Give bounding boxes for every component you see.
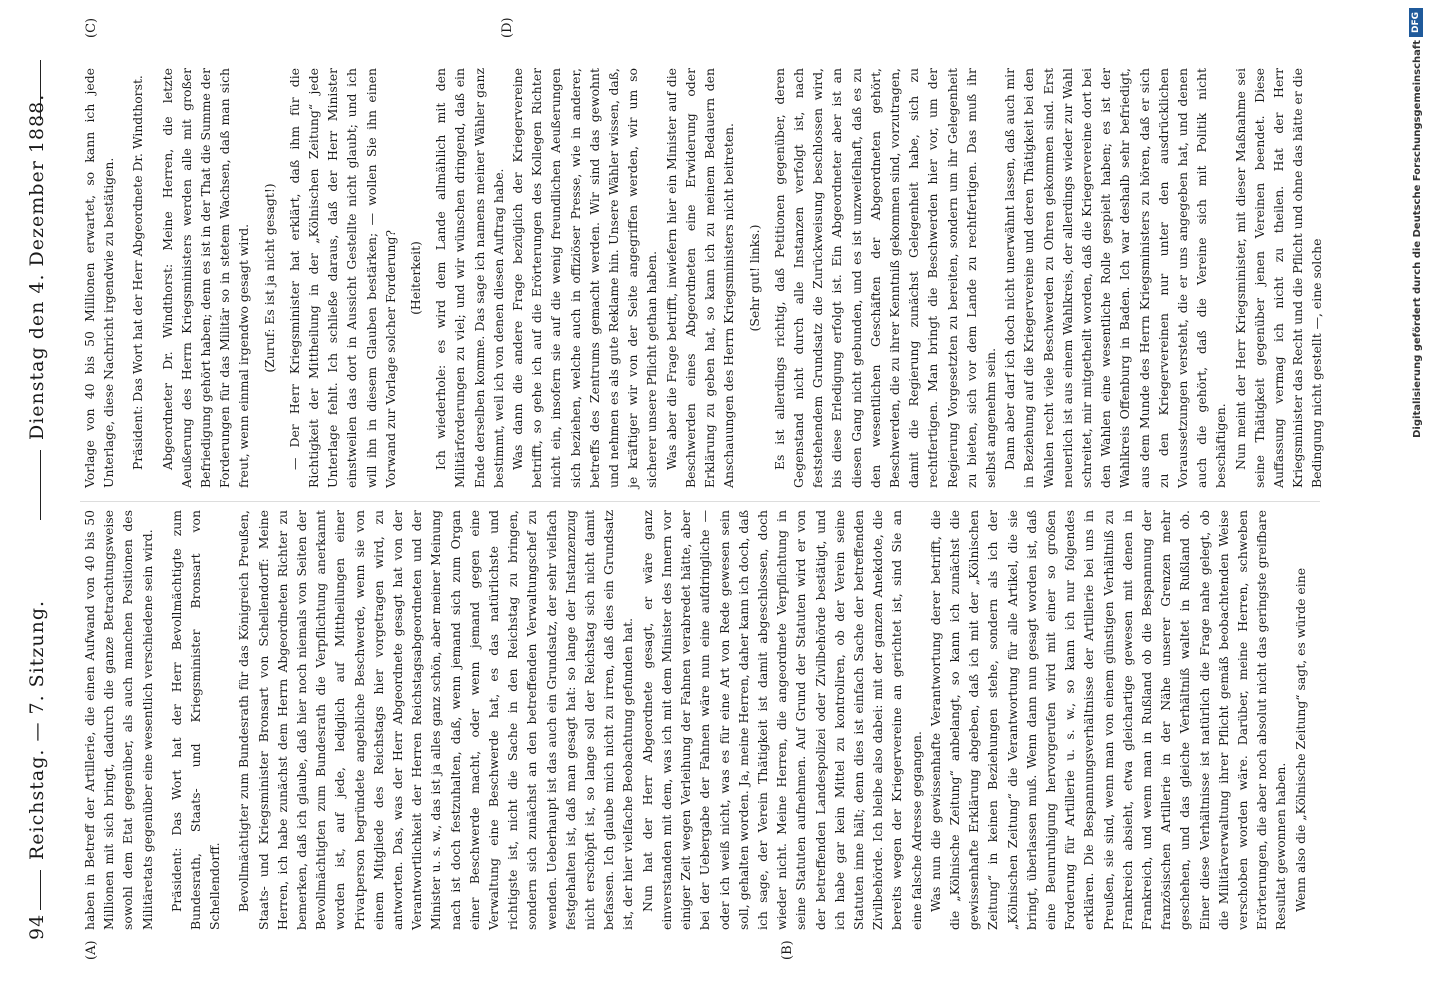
paragraph: Bevollmächtigter zum Bundesrath für das Königreich Preußen, Staats- und Kriegsminister Bronsart von Schellendorff: Meine Herren, ich habe zunächst dem Herrn Abgeordneten Richter zu bemerken, daß ich glaube, daß hier noch niemals von Seiten der Bevollmächtigten zum Bundesrath die Verpflichtung anerkannt worden ist, auf jede, lediglich auf Mittheilungen einer Privatperson begründete angebliche Beschwerde, wenn sie von einem Mitgliede des Reichstags hier vorgetragen wird, zu antworten. Das, was der Herr Abgeordnete gesagt hat von der Verantwortlichkeit der Herren Reichstagsabgeordneten und der Minister u. s. w., das ist ja alles ganz schön, aber meiner Meinung nach ist doch festzuhalten, daß, wenn jemand sich zum Organ einer Beschwerde macht, oder wenn jemand gegen eine Verwaltung eine Beschwerde hat, es das natürlichste und richtigste ist, nicht die Sache in den Reichstag zu bringen, sondern sich zunächst an den betreffenden Verwaltungschef zu wenden. Ueberhaupt ist das auch ein Grundsatz, der sehr vielfach festgehalten ist, daß man gesagt hat: so lange der Instanzenzug nicht erschöpft ist, so lange soll der Reichstag sich nicht damit befassen. Ich glaube mich nicht zu irren, daß dies ein Grundsatz ist, der hier vielfache Beobachtung gefunden hat. xyxy=(236,510,636,930)
page-number: 94 xyxy=(26,913,48,940)
header-left-title: Reichstag. — 7. Sitzung. xyxy=(26,599,48,860)
paragraph: — Der Herr Kriegsminister hat erklärt, daß ihm für die Richtigkeit der Mittheilung in der „Kölnischen Zeitung“ jede Unterlage fehlt. Ich schließe daraus, daß der Herr Minister einstweilen das dort in Aussicht Gestellte nicht glaubt; und ich will ihn in diesem Glauben bestärken; — wollen Sie ihn einen Vorwand zur Vorlage solcher Forderung? xyxy=(286,68,398,488)
paragraph: Was dann die andere Frage bezüglich der Kriegervereine betrifft, so gehe ich auf die Erörterungen des Kollegen Richter nicht ein, insofern sie auf die wenig freundlichen Aeußerungen sich beziehen, welche auch in offiziöser Presse, wie in anderer, betreffs des Zentrums gemacht werden. Wir sind das gewohnt und nehmen es als gute Reklame hin. Unsere Wähler wissen, daß, je kräftiger wir von der Seite angegriffen werden, wir um so sicherer unsere Pflicht gethan haben. xyxy=(510,68,660,488)
paragraph: Nun meint der Herr Kriegsminister, mit dieser Maßnahme sei seine Thätigkeit gegenüber jenen Vereinen beendet. Diese Auffassung vermag ich nicht zu theilen. Hat der Herr Kriegsminister das Recht und die Pflicht und ohne das hätte er die Bedingung nicht gestellt —, eine solche xyxy=(1232,68,1325,488)
interjection: (Heiterkeit) xyxy=(408,241,424,315)
header-rule xyxy=(40,450,41,520)
paragraph: Präsident: Das Wort hat der Herr Abgeordnete Dr. Windthorst. xyxy=(130,75,146,470)
left-column xyxy=(80,510,1310,930)
margin-marker-a: (A) xyxy=(84,940,99,960)
interjection: (Zuruf: Es ist ja nicht gesagt!) xyxy=(261,183,277,373)
dfg-logo: DFG xyxy=(1409,8,1423,37)
paragraph: Es ist allerdings richtig, daß Petitionen gegenüber, deren Gegenstand nicht durch alle Instanzen verfolgt ist, nach feststehendem Grundsatz die Zurückweisung beschlossen wird, bis diese Erledigung erfolgt ist. Ein Abgeordneter aber ist an diesen Gang nicht gebunden, und es ist unzweifelhaft, daß es zu den wesentlichen Geschäften der Abgeordneten gehört, Beschwerden, die zu ihrer Kenntniß gekommen sind, vorzutragen, damit die Regierung zunächst Gelegenheit habe, sich zu rechtfertigen. Man bringt die Beschwerden hier vor, um der Regierung Vorgesetzten zu bereiten, sondern um ihr Gelegenheit zu bieten, sich vor dem Lande zu rechtfertigen. Das muß ihr selbst angenehm sein. xyxy=(771,68,998,488)
header-rule xyxy=(40,870,41,910)
paragraph: Vorlage von 40 bis 50 Millionen erwartet, so kann ich jede Unterlage, diese Nachricht irgendwie zu bestätigen. xyxy=(82,68,117,488)
paragraph: haben in Betreff der Artillerie, die einen Aufwand von 40 bis 50 Millionen mit sich bringt, dadurch die ganze Betrachtungsweise sowohl dem Etat gegenüber, als auch manchen Positionen des Militäretats gegenüber eine wesentlich verschiedene sein wird. xyxy=(82,510,155,930)
paragraph: Dann aber darf ich doch nicht unerwähnt lassen, daß auch mir in Beziehung auf die Kriegervereine und deren Thätigkeit bei den Wahlen recht viele Beschwerden zu Ohren gekommen sind. Erst neuerlich ist aus einem Wahlkreis, der allerdings wieder zur Wahl schreitet, mir mitgetheilt worden, daß die Kriegervereine dort bei den Wahlen eine wesentliche Rolle gespielt haben; es ist der Wahlkreis Offenburg in Baden. Ich war deshalb sehr befriedigt, aus dem Munde des Herrn Kriegsministers zu hören, daß er sich zu den Kriegervereinen nur unter den ausdrücklichen Voraussetzungen versteht, die er uns angegeben hat, und denen auch die gehört, daß die Vereine sich mit Politik nicht beschäftigen. xyxy=(1002,68,1229,488)
digitization-credit xyxy=(1405,0,1432,1000)
credit-text: Digitalisierung gefördert durch die Deutsche Forschungsgemeinschaft xyxy=(1412,40,1423,438)
paragraph: Was nun die gewissenhafte Verantwortung derer betrifft, die die „Kölnische Zeitung“ anbelangt, so kann ich zunächst die gewissenhafte Erklärung abgeben, daß ich mit der „Kölnischen Zeitung“ in keinen Beziehungen stehe, sondern als ich der „Kölnischen Zeitung“ die Verantwortung für alle Artikel, die sie bringt, überlassen muß. Wenn dann nun gesagt worden ist, daß eine Beunruhigung hervorgerufen wird mit einer so großen Forderung für Artillerie u. s. w., so kann ich nur folgendes erklären. Die Bespannungsverhältnisse der Artillerie bei uns in Preußen, sie sind, wenn man von einem günstigen Verhältniß zu Frankreich absieht, etwa gleichartige gewesen mit denen in Frankreich, und wenn man in Rußland ob die Bespannung der französischen Artillerie in der Nähe unserer Grenzen mehr geschehen, und das gleiche Verhältniß waltet in Rußland ob. Einer diese Verhältnisse ist natürlich die Frage nahe gelegt, ob die Militärverwaltung ihrer Pflicht gemäß beobachtenden Weise verschoben worden wäre. Darüber, meine Herren, schweben Erörterungen, die aber noch absolut nicht das geringste greifbare Resultat gewonnen haben. xyxy=(927,510,1289,930)
paragraph: Abgeordneter Dr. Windthorst: Meine Herren, die letzte Aeußerung des Herrn Kriegsministers werden alle mit großer Befriedigung gehört haben; denn es ist in der That die Summe der Forderungen für das Militär so in stetem Wachsen, daß man sich freut, wenn einmal irgendwo gesagt wird. xyxy=(159,68,252,488)
interjection: (Sehr gut! links.) xyxy=(746,224,762,332)
margin-marker-c: (C) xyxy=(84,17,99,38)
paragraph: Was aber die Frage betrifft, inwiefern hier ein Minister auf die Beschwerden eines Abgeordneten eine Erwiderung oder Erklärung zu geben hat, so kann ich zu meinem Bedauern den Anschauungen des Herrn Kriegsministers nicht beitreten. xyxy=(663,68,737,488)
margin-marker-d: (D) xyxy=(500,17,515,38)
paragraph: Präsident: Das Wort hat der Herr Bevollmächtigte zum Bundesrath, Staats- und Kriegsminister Bronsart von Schellendorff. xyxy=(168,510,223,930)
paragraph: Wenn also die „Kölnische Zeitung“ sagt, es würde eine xyxy=(1292,567,1308,912)
right-column xyxy=(80,68,1327,488)
header-right-title: Dienstag den 4. Dezember 1888. xyxy=(26,93,48,440)
page-header xyxy=(18,60,58,940)
paragraph: Ich wiederhole: es wird dem Lande allmählich mit den Militärforderungen zu viel; und wir wünschen dringend, daß ein Ende derselben komme. Das sage ich namens meiner Wähler ganz bestimmt, weil ich von denen diesen Auftrag habe. xyxy=(433,68,506,488)
header-rule xyxy=(40,60,41,120)
column-divider xyxy=(80,501,1320,502)
paragraph: Nun hat der Herr Abgeordnete gesagt, er wäre ganz einverstanden mit dem, was ich mit dem Minister des Innern vor einiger Zeit wegen Verleihung der Fahnen verabredet hätte, aber bei der Uebergabe der Fahnen wäre nun eine aufdringliche — oder ich weiß nicht, was es für eine Art von Rede gewesen sein soll, gehalten worden. Ja, meine Herren, daher kann ich doch, daß ich sage, der Verein Thätigkeit ist damit abgeschlossen, doch wieder nicht. Meine Herren, die angeordnete Verpflichtung in seine Statuten aufnehmen. Auf Grund der Statuten wird er von der betreffenden Landespolizei oder Zivilbehörde bestätigt, und ich habe gar kein Mittel zu kontroliren, ob der Verein seine Statuten inne hält; denn dies ist einfach Sache der betreffenden Zivilbehörde. Ich bleibe also dabei: mit der ganzen Anekdote, die bereits wegen der Kriegervereine an gerichtet ist, sind Sie an eine falsche Adresse gegangen. xyxy=(639,510,924,930)
margin-marker-b: (B) xyxy=(780,940,795,960)
